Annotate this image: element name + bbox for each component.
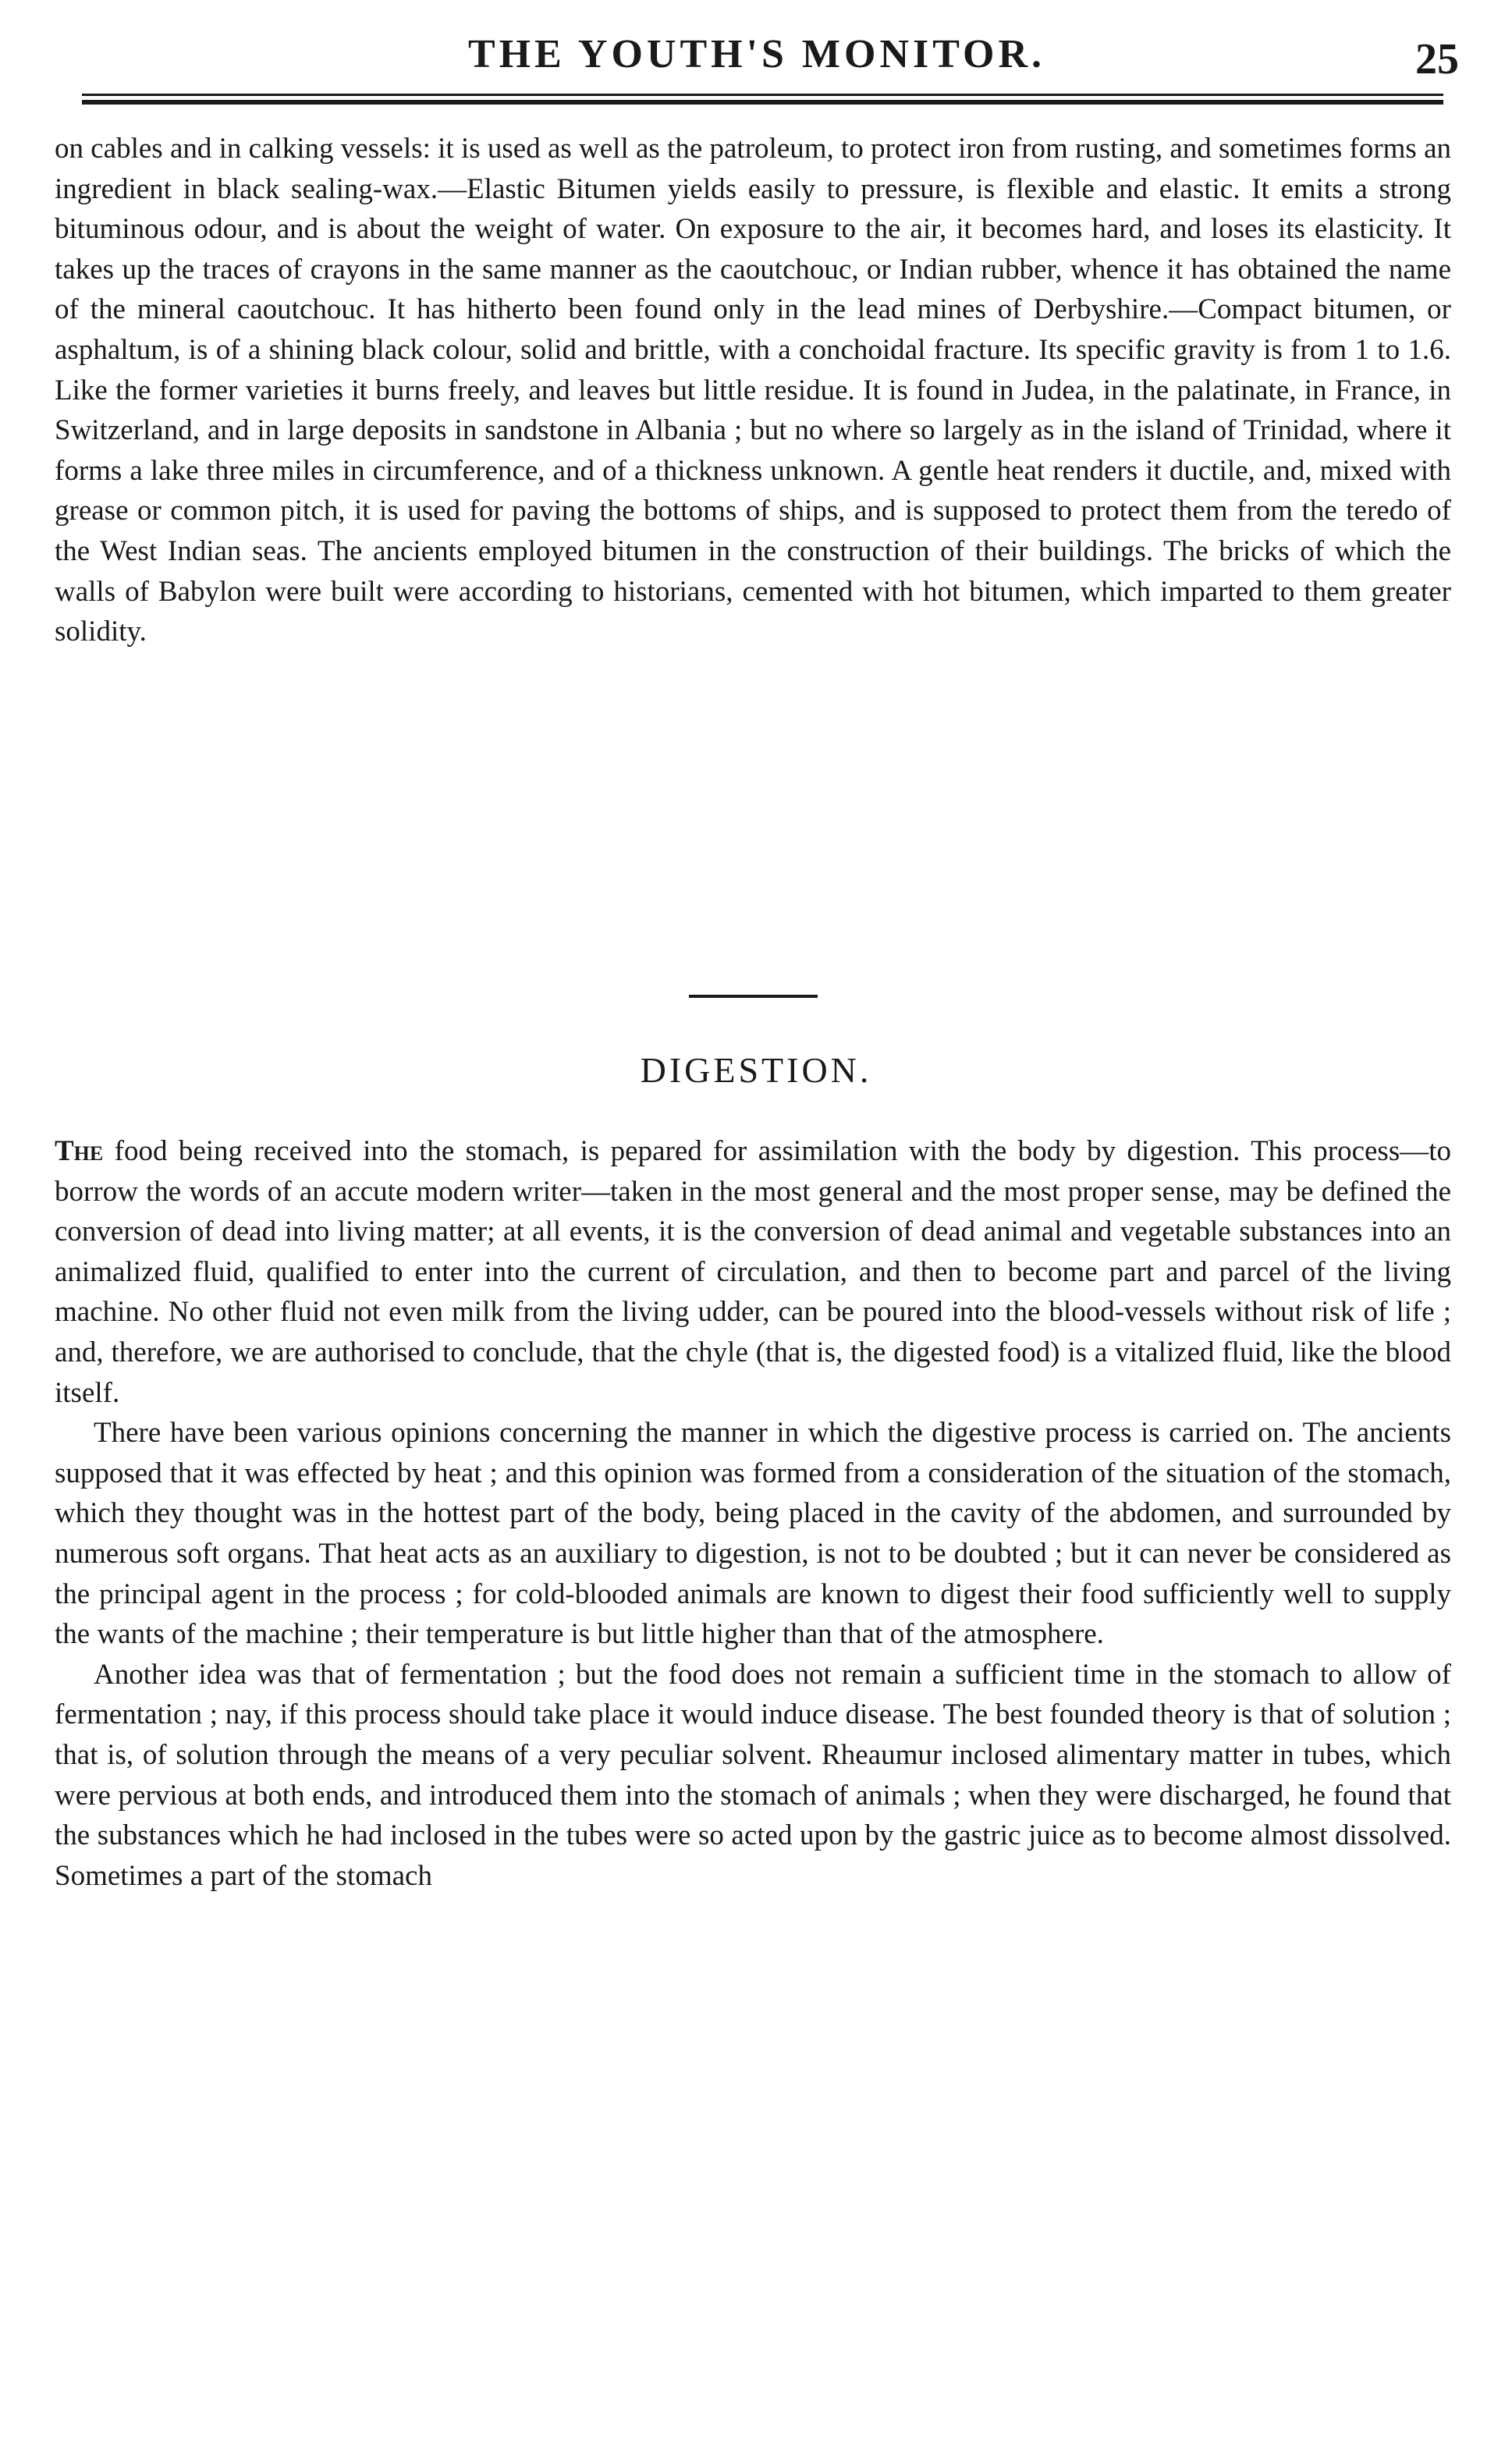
section-separator (689, 995, 818, 998)
page-number: 25 (1415, 35, 1459, 83)
section-heading: DIGESTION. (640, 1050, 872, 1090)
paragraph-lead-word: The (55, 1135, 104, 1167)
digestion-paragraph-2: There have been various opinions concerning the manner in which the digestive process is carried on. The ancients supposed that it was effected by heat ; and this opinion was formed from a consideration of the situation of the stomach, which they thought was in the hottest part of the body, being placed in the cavity of the abdomen, and surrounded by numerous soft organs. That heat acts as an auxiliary to digestion, is not to be doubted ; but it can never be considered as the principal agent in the process ; for cold-blooded animals are known to digest their food sufficiently well to supply the wants of the machine ; their temperature is but little higher than that of the atmosphere. (55, 1417, 1451, 1651)
digestion-body (55, 1131, 1451, 1896)
digestion-paragraph-1 (55, 1131, 1451, 1413)
paragraph-text: food being received into the stomach, is pepared for assimilation with the body by digestion. This process—to borrow the words of an accute modern writer—taken in the most general and the most proper sense, may be defined the conversion of dead into living matter; at all events, it is the conversion of dead animal and vegetable substances into an animalized fluid, qualified to enter into the current of circulation, and then to become part and parcel of the living machine. No other fluid not even milk from the living udder, can be poured into the blood-vessels without risk of life ; and, therefore, we are authorised to conclude, that the chyle (that is, the digested food) is a vitalized fluid, like the blood itself. (55, 1135, 1451, 1409)
bitumen-continuation (55, 129, 1451, 652)
running-title: THE YOUTH'S MONITOR. (468, 32, 1045, 76)
continuation-paragraph: on cables and in calking vessels: it is used as well as the patroleum, to protect iron from rusting, and sometimes forms an ingredient in black sealing-wax.—Elastic Bitumen yields easily to pressure, is flexible and elastic. It emits a strong bituminous odour, and is about the weight of water. On exposure to the air, it becomes hard, and loses its elasticity. It takes up the traces of crayons in the same manner as the caoutchouc, or Indian rubber, whence it has obtained the name of the mineral caoutchouc. It has hitherto been found only in the lead mines of Derbyshire.—Compact bitumen, or asphaltum, is of a shining black colour, solid and brittle, with a conchoidal fracture. Its specific gravity is from 1 to 1.6. Like the former varieties it burns freely, and leaves but little residue. It is found in Judea, in the palatinate, in France, in Switzerland, and in large deposits in sandstone in Albania ; but no where so largely as in the island of Trinidad, where it forms a lake three miles in circumference, and of a thickness unknown. A gentle heat renders it ductile, and, mixed with grease or common pitch, it is used for paving the bottoms of ships, and is supposed to protect them from the teredo of the West Indian seas. The ancients employed bitumen in the construction of their buildings. The bricks of which the walls of Babylon were built were according to historians, cemented with hot bitumen, which imparted to them greater solidity. (55, 133, 1452, 648)
running-head (55, 31, 1459, 86)
digestion-paragraph-3: Another idea was that of fermentation ; but the food does not remain a sufficient time in the stomach to allow of fermentation ; nay, if this process should take place it would induce disease. The best founded theory is that of solution ; that is, of solution through the means of a very peculiar solvent. Rheaumur inclosed alimentary matter in tubes, which were pervious at both ends, and introduced them into the stomach of animals ; when they were discharged, he found that the substances which he had inclosed in the tubes were so acted upon by the gastric juice as to become almost dissolved. Sometimes a part of the stomach (55, 1658, 1451, 1892)
header-rule (82, 94, 1443, 105)
